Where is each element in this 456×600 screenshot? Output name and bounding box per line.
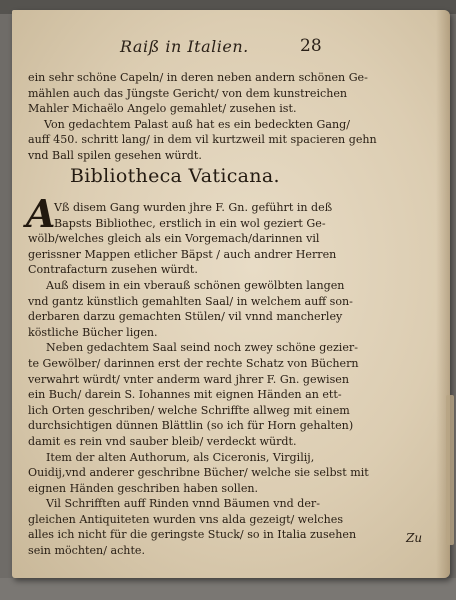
catchword: Zu [406, 531, 423, 545]
page-number: 28 [300, 36, 322, 56]
text-line: Mahler Michaëlo Angelo gemahlet/ zusehen ist. [28, 102, 297, 116]
text-line: verwahrt würdt/ vnter anderm ward jhrer F. Gn. gewisen [28, 372, 350, 386]
text-line: alles ich nicht für die geringste Stuck/ so in Italia zusehen [28, 528, 357, 542]
text-line: Von gedachtem Palast auß hat es ein bedeckten Gang/ [44, 117, 351, 131]
text-line: köstliche Bücher ligen. [28, 325, 158, 339]
text-line: vnd Ball spilen gesehen würdt. [28, 148, 202, 162]
text-line: Ouidij,vnd anderer geschribne Bücher/ welche sie selbst mit [28, 466, 369, 480]
text-line: Neben gedachtem Saal seind noch zwey schöne gezier- [46, 341, 358, 355]
background-bottom [0, 578, 456, 600]
text-line: te Gewölber/ darinnen erst der rechte Schatz von Büchern [28, 356, 359, 370]
text-line: Contrafacturn zusehen würdt. [28, 263, 198, 277]
page-edge-tear [446, 395, 454, 545]
text-line: ein Buch/ darein S. Iohannes mit eignen Händen an ett- [28, 388, 342, 402]
text-line: gleichen Antiquiteten wurden vns alda gezeigt/ welches [28, 512, 344, 526]
text-line: Bapsts Bibliothec, erstlich in ein wol geziert Ge- [54, 216, 326, 230]
page-header [0, 37, 456, 59]
text-line: damit es rein vnd sauber bleib/ verdeckt würdt. [28, 434, 297, 448]
paragraph-top [28, 70, 377, 164]
text-line: derbaren darzu gemachten Stülen/ vil vnnd mancherley [28, 310, 343, 324]
text-line: eignen Händen geschriben haben sollen. [28, 481, 259, 495]
text-line: Auß disem in ein vberauß schönen gewölbten langen [46, 278, 345, 292]
text-line: Vß disem Gang wurden jhre F. Gn. geführt in deß [54, 201, 333, 214]
paragraph-main [28, 200, 369, 559]
text-line: sein möchten/ achte. [28, 544, 145, 558]
text-line: wölb/welches gleich als ein Vorgemach/darinnen vil [28, 232, 320, 246]
text-line: lich Orten geschriben/ welche Schriffte allweg mit einem [28, 403, 350, 417]
text-line: vnd gantz künstlich gemahlten Saal/ in welchem auff son- [28, 294, 353, 308]
running-title: Raiß in Italien. [120, 37, 249, 56]
text-line: Item der alten Authorum, als Ciceronis, Virgilij, [46, 450, 315, 464]
text-line: ein sehr schöne Capeln/ in deren neben andern schönen Ge- [28, 71, 368, 84]
text-line: gerissner Mappen etlicher Bäpst / auch andrer Herren [28, 247, 337, 261]
text-line: Vil Schrifften auff Rinden vnnd Bäumen vnd der- [46, 497, 320, 511]
section-heading: Bibliotheca Vaticana. [70, 165, 280, 187]
text-line: durchsichtigen dünnen Blättlin (so ich für Horn gehalten) [28, 419, 354, 433]
text-line: auff 450. schritt lang/ in dem vil kurtzweil mit spacieren gehn [28, 133, 377, 147]
text-line: mählen auch das Jüngste Gericht/ von dem kunstreichen [28, 86, 348, 100]
dropcap-letter: A [26, 191, 56, 236]
